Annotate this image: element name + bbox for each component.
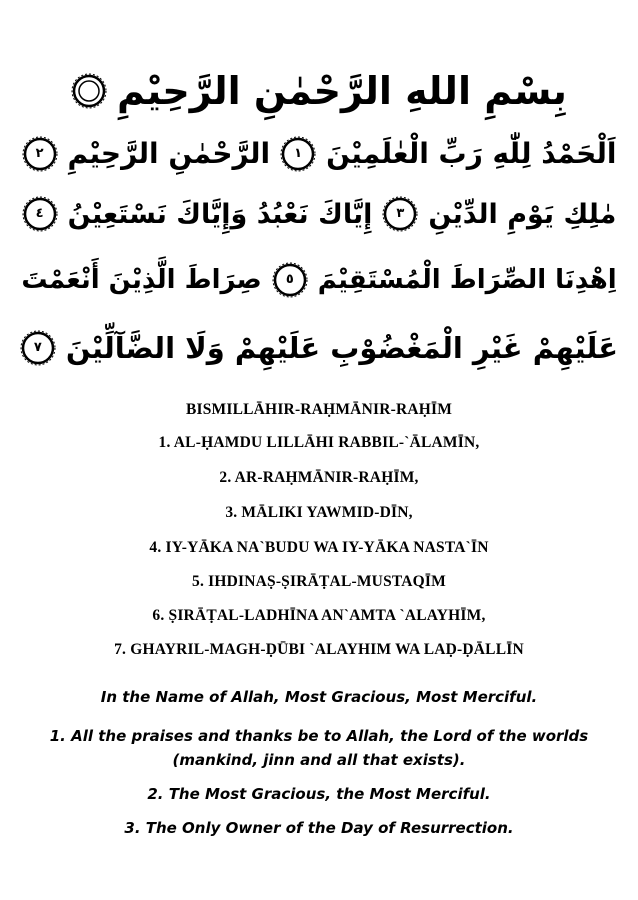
ayah-number: ٥ [285,272,294,287]
ayah-number: ٣ [396,206,405,221]
ayah-number: ٧ [33,340,42,355]
arabic-line-3 [0,196,638,232]
transliteration-line-5: 5. IHDINAṢ-ṢIRĀṬAL-MUSTAQĪM [192,573,446,590]
arabic-line-5 [0,330,638,366]
transliteration-line-6: 6. ṢIRĀṬAL-LADHĪNA AN`AMTA `ALAYHĪM, [152,607,486,624]
arabic-line-4 [0,262,638,298]
ayah-6-text: صِرَاطَ الَّذِيْنَ أَنْعَمْتَ [21,265,262,295]
arabic-line-1 [0,69,638,113]
translation-title: In the Name of Allah, Most Gracious, Most Merciful. [100,688,538,706]
ayah-4-text: إِيَّاكَ نَعْبُدُ وَإِيَّاكَ نَسْتَعِيْنُ [67,198,373,230]
translation-line-2: 2. The Most Gracious, the Most Merciful. [147,785,491,803]
translation-line-3: 3. The Only Owner of the Day of Resurrection. [124,819,514,837]
translation-line-1-cont: (mankind, jinn and all that exists). [172,751,466,769]
transliteration-line-4: 4. IY-YĀKA NA`BUDU WA IY-YĀKA NASTA`ĪN [149,539,489,556]
transliteration-line-2: 2. AR-RAḤMĀNIR-RAḤĪM, [219,469,419,486]
arabic-line-2 [0,136,638,172]
transliteration-line-1: 1. AL-ḤAMDU LILLĀHI RABBIL-`ĀLAMĪN, [158,434,480,451]
ayah-number: ٢ [35,146,44,161]
ayah-number: ٤ [35,206,44,221]
ayah-7-text: عَلَيْهِمْ غَيْرِ الْمَغْضُوْبِ عَلَيْهِمْ وَلَا الضَّآلِّيْنَ [65,330,619,365]
ayah-marker-icon [71,73,107,109]
transliteration-line-7: 7. GHAYRIL-MAGH-ḌŪBI `ALAYHIM WA LAḌ-ḌĀLLĪN [114,641,524,658]
ayah-number [71,73,107,109]
transliteration-line-3: 3. MĀLIKI YAWMID-DĪN, [225,504,413,521]
ayah-marker-icon [22,136,58,172]
ayah-number: ١ [294,146,303,161]
transliteration-title: BISMILLĀHIR-RAḤMĀNIR-RAḤĪM [185,401,453,418]
ayah-5-text: اِهْدِنَا الصِّرَاطَ الْمُسْتَقِيْمَ [317,265,617,295]
ayah-marker-icon [272,262,308,298]
ayah-2-text: الرَّحْمٰنِ الرَّحِيْمِ [67,137,271,170]
ayah-marker-icon [280,136,316,172]
ayah-marker-icon [20,330,56,366]
translation-line-1: 1. All the praises and thanks be to Allah, the Lord of the worlds [49,727,589,745]
ayah-marker-icon [22,196,58,232]
ayah-marker-icon [382,196,418,232]
ayah-1-text: اَلْحَمْدُ لِلّٰهِ رَبِّ الْعٰلَمِيْنَ [326,137,617,170]
ayah-3-text: مٰلِكِ يَوْمِ الدِّيْنِ [428,198,617,230]
basmala-text: بِسْمِ اللهِ الرَّحْمٰنِ الرَّحِيْمِ [117,69,567,113]
